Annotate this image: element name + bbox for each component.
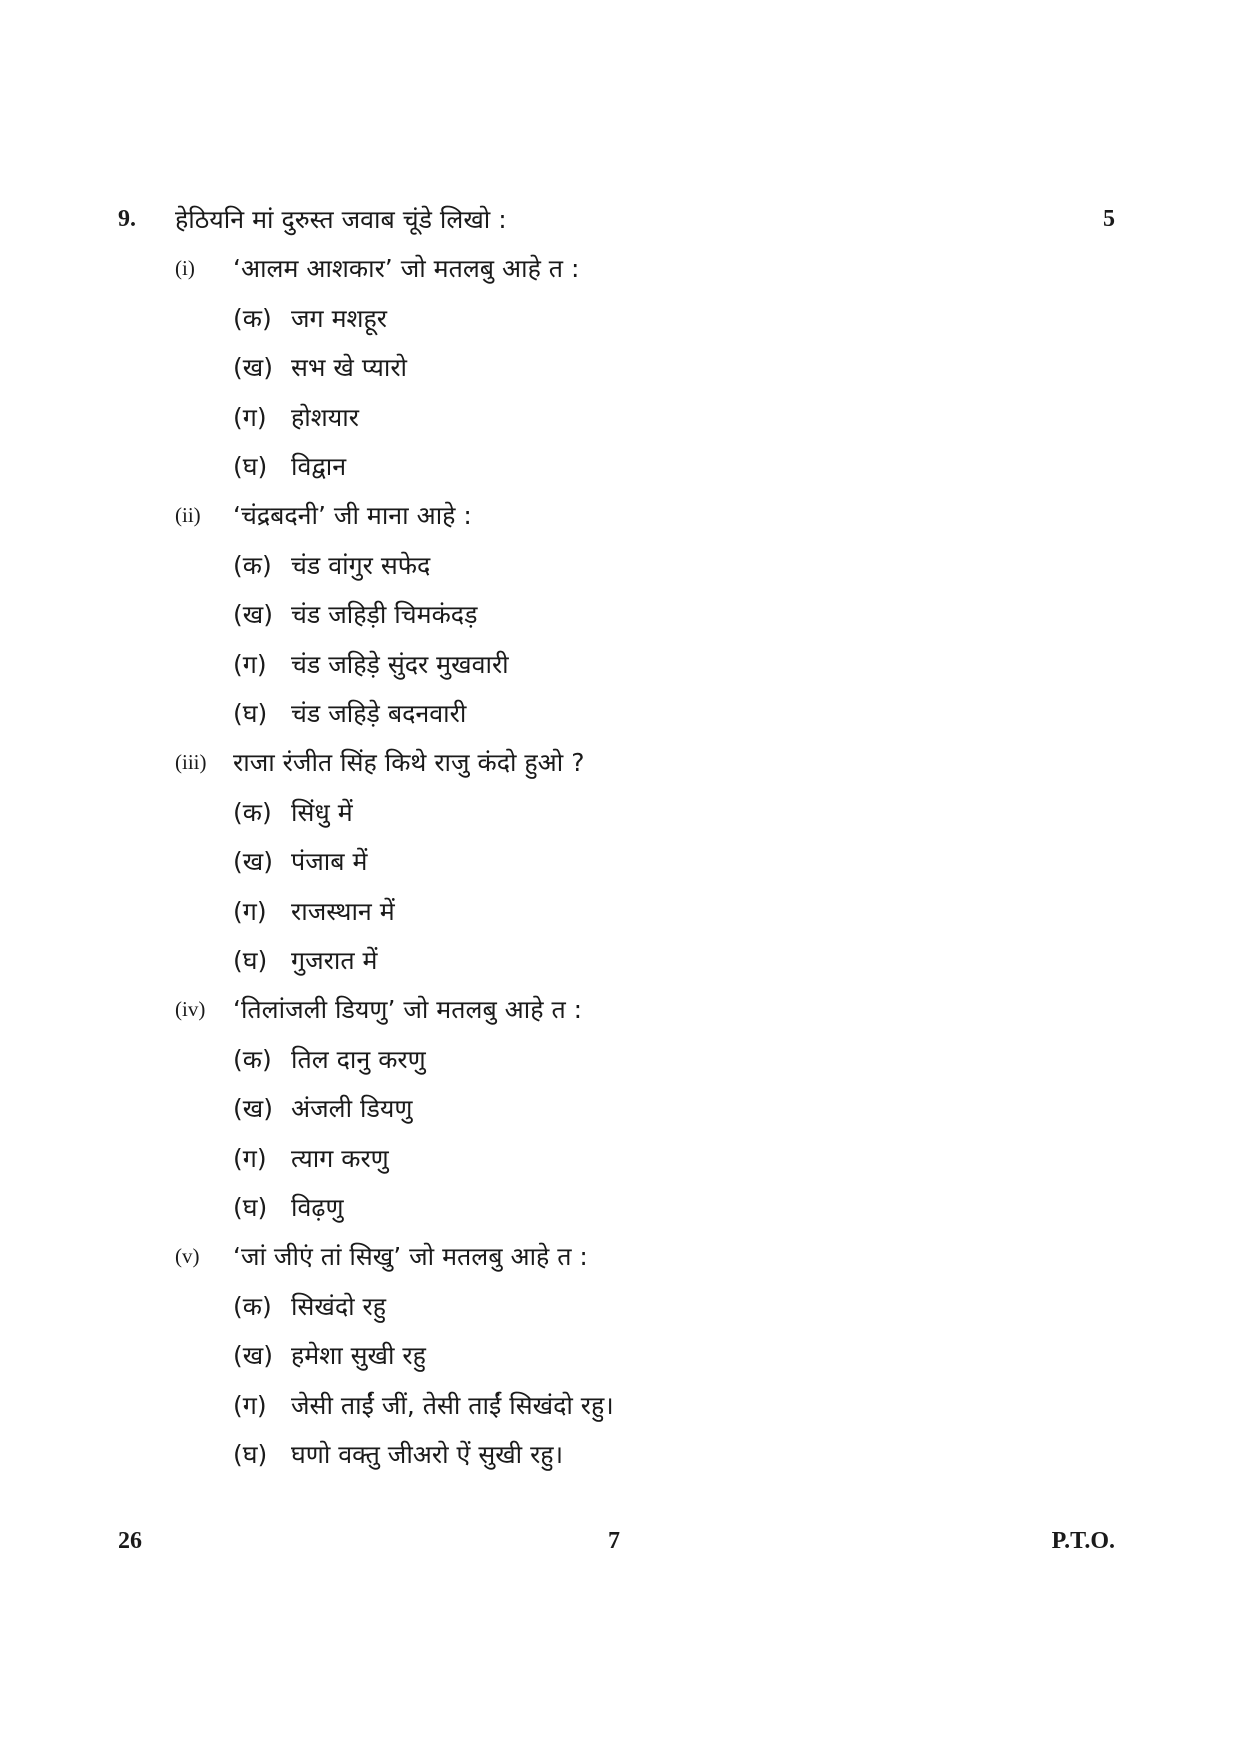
option-text: चंड जहिड़ी चिमकंदड़ — [291, 600, 478, 630]
option-item — [175, 936, 1075, 986]
option-item — [175, 590, 1075, 640]
option-text: चंड वांगुर सफेद — [291, 550, 431, 580]
option-item — [175, 1133, 1075, 1183]
subquestion-text: राजा रंजीत सिंह किथे राजु कंदो हुओ ? — [233, 748, 585, 777]
option-item — [175, 442, 1075, 492]
option-text: चंड जहिड़े सुंदर मुखवारी — [291, 649, 509, 679]
option-label: (घ) — [233, 1440, 268, 1470]
option-label: (घ) — [233, 699, 268, 729]
option-item — [175, 1281, 1075, 1331]
option-text: सिखंदो रहु — [291, 1291, 387, 1321]
option-text: त्याग करणु — [291, 1143, 389, 1173]
option-item — [175, 886, 1075, 936]
option-label: (क) — [233, 797, 272, 827]
option-label: (ग) — [233, 896, 267, 926]
option-label: (ग) — [233, 1143, 267, 1173]
subquestion-iii — [175, 737, 1075, 985]
page-number: 7 — [608, 1528, 620, 1554]
option-label: (ग) — [233, 1390, 267, 1420]
paper-code: 26 — [118, 1528, 142, 1554]
subquestion-iv — [175, 984, 1075, 1232]
option-text: सिंधु में — [291, 797, 353, 827]
option-text: विढ़णु — [291, 1193, 344, 1223]
option-text: सभ खे प्यारो — [291, 353, 408, 383]
option-label: (घ) — [233, 452, 268, 482]
subquestion-v — [175, 1231, 1075, 1479]
option-item — [175, 639, 1075, 689]
option-item — [175, 1183, 1075, 1233]
option-label: (ग) — [233, 402, 267, 432]
subquestion-label: (iv) — [175, 996, 206, 1021]
option-label: (क) — [233, 303, 272, 333]
subquestion-label: (v) — [175, 1243, 200, 1268]
option-label: (ख) — [233, 1094, 273, 1124]
option-label: (घ) — [233, 946, 268, 976]
option-text: चंड जहिड़े बदनवारी — [291, 699, 467, 729]
option-label: (क) — [233, 550, 272, 580]
subquestion-label: (ii) — [175, 502, 201, 527]
option-item — [175, 837, 1075, 887]
option-label: (ख) — [233, 1341, 273, 1371]
option-item — [175, 293, 1075, 343]
option-text: अंजली डियणु — [291, 1094, 413, 1124]
option-label: (क) — [233, 1291, 272, 1321]
option-label: (ख) — [233, 600, 273, 630]
option-text: तिल दानु करणु — [291, 1044, 426, 1074]
option-item — [175, 392, 1075, 442]
option-label: (घ) — [233, 1193, 268, 1223]
option-label: (क) — [233, 1044, 272, 1074]
subquestion-label: (iii) — [175, 749, 207, 774]
option-item — [175, 1380, 1075, 1430]
option-text: पंजाब में — [291, 847, 368, 877]
please-turn-over: P.T.O. — [1051, 1528, 1115, 1554]
subquestion-i — [175, 243, 1075, 491]
subquestion-text: ‘जां जीएं तां सिखु’ जो मतलबु आहे त : — [233, 1242, 588, 1271]
option-text: राजस्थान में — [291, 896, 395, 926]
question-number: 9. — [118, 206, 136, 232]
subquestion-label: (i) — [175, 255, 195, 280]
subquestion-text: ‘आलम आशकार’ जो मतलबु आहे त : — [233, 254, 580, 283]
option-item — [175, 1331, 1075, 1381]
option-item — [175, 540, 1075, 590]
option-item — [175, 689, 1075, 739]
option-text: गुजरात में — [291, 946, 378, 976]
option-text: घणो वक्तु जीअरो ऐं सुखी रहु। — [291, 1440, 564, 1470]
option-text: जग मशहूर — [291, 303, 388, 333]
option-text: विद्वान — [291, 452, 347, 482]
subquestion-text: ‘तिलांजली डियणु’ जो मतलबु आहे त : — [233, 995, 583, 1024]
option-item — [175, 1084, 1075, 1134]
option-item — [175, 1430, 1075, 1480]
option-label: (ख) — [233, 353, 273, 383]
option-label: (ग) — [233, 649, 267, 679]
option-item — [175, 787, 1075, 837]
question-marks: 5 — [1103, 206, 1115, 232]
subquestion-text: ‘चंद्रबदनी’ जी माना आहे : — [233, 501, 472, 530]
option-item — [175, 343, 1075, 393]
option-item — [175, 1034, 1075, 1084]
option-label: (ख) — [233, 847, 273, 877]
question-text: हेठियनि मां दुरुस्त जवाब चूंडे लिखो : — [175, 205, 507, 234]
option-text: हमेशा सुखी रहु — [291, 1341, 426, 1371]
subquestion-ii — [175, 490, 1075, 738]
option-text: जेसी ताईं जीं, तेसी ताईं सिखंदो रहु। — [291, 1390, 614, 1420]
option-text: होशयार — [291, 402, 359, 432]
